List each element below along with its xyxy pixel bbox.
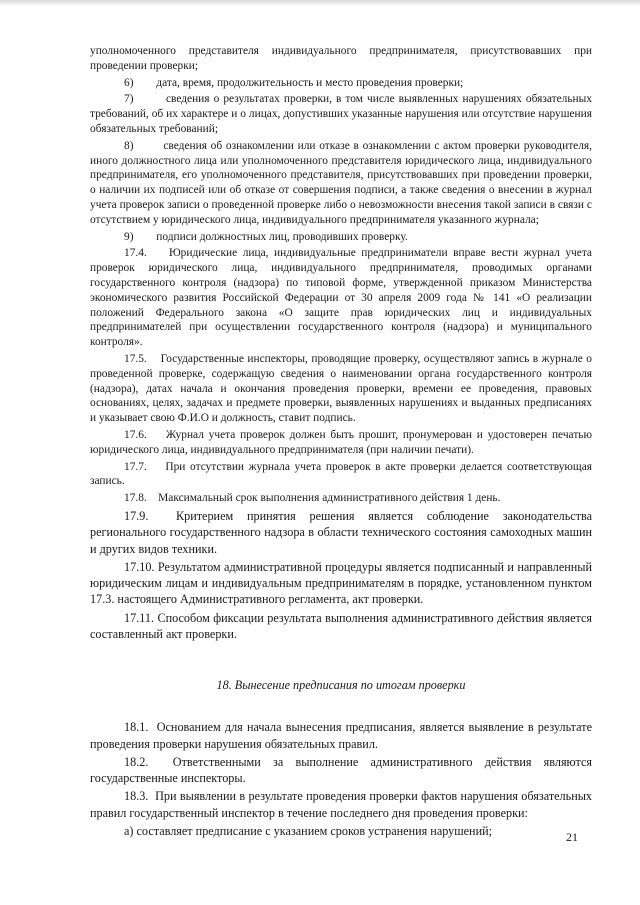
- list-item-9: 9) подписи должностных лиц, проводивших проверку.: [124, 230, 408, 243]
- list-item-7: 7) сведения о результатах проверки, в том числе выявленных нарушениях обязательных требований, об их характере и о лицах, допустивших указанные нарушения или отсутствие нарушения обязательных требований;: [90, 93, 592, 135]
- list-item-8: 8) сведения об ознакомлении или отказе в ознакомлении с актом проверки руководителя, иного должностного лица или уполномоченного представителя юридического лица, индивидуального предпринимателя, его уполномоченного представителя, присутствовавших при проведении проверки, о наличии их подписей или об отказе от совершения подписи, а также сведения о внесении в журнал учета проверок записи о проведенной проверке либо о невозможности внесения такой записи в связи с отсутствием у юридического лица, индивидуального предпринимателя указанного журнала;: [90, 139, 592, 226]
- clause-18-2: 18.2. Ответственными за выполнение административного действия являются государственные инспекторы.: [90, 754, 592, 786]
- list-item-6: 6) дата, время, продолжительность и место проведения проверки;: [124, 76, 464, 89]
- scan-edge: [0, 0, 640, 6]
- subclause-a: а) составляет предписание с указанием сроков устранения нарушений;: [124, 824, 492, 839]
- clause-18-3: 18.3. При выявлении в результате проведения проверки фактов нарушения обязательных правил государственный инспектор в течение последнего дня проведения проверки:: [90, 789, 592, 820]
- clause-17-11: 17.11. Способом фиксации результата выполнения административного действия является составленный акт проверки.: [90, 610, 592, 641]
- clause-17-9: 17.9. Критерием принятия решения является соблюдение законодательства регионального государственного надзора в области технического состояния самоходных машин и других видов техники.: [90, 508, 592, 556]
- clause-17-8: 17.8. Максимальный срок выполнения административного действия 1 день.: [124, 492, 501, 505]
- document-page: [90, 44, 592, 841]
- clause-18-1: 18.1. Основанием для начала вынесения предписания, является выявление в результате проведения проверки нарушения обязательных правил.: [90, 720, 592, 751]
- clause-17-4: 17.4. Юридические лица, индивидуальные предприниматели вправе вести журнал учета проверок юридического лица, индивидуального предпринимателя, проводимых органами государственного контроля (надзора) по типовой форме, утвержденной приказом Министерства экономического развития Российской Федерации от 30 апреля 2009 года № 141 «О реализации положений Федерального закона «О защите прав юридических лиц и индивидуальных предпринимателей при осуществлении государственного контроля (надзора) и муниципального контроля».: [90, 247, 592, 349]
- clause-17-10: 17.10. Результатом административной процедуры является подписанный и направленный юридическим лицам и индивидуальным предпринимателям в порядке, установленном пунктом 17.3. настоящего Административного регламента, акт проверки.: [90, 559, 592, 607]
- paragraph-continuation: уполномоченного представителя индивидуального предпринимателя, присутствовавших при проведении проверки;: [90, 45, 592, 72]
- clause-17-7: 17.7. При отсутствии журнала учета проверок в акте проверки делается соответствующая запись.: [90, 460, 592, 488]
- page-number: 21: [566, 830, 578, 844]
- clause-17-6: 17.6. Журнал учета проверок должен быть прошит, пронумерован и удостоверен печатью юридического лица, индивидуального предпринимателя (при наличии печати).: [90, 428, 592, 456]
- clause-17-5: 17.5. Государственные инспекторы, проводящие проверку, осуществляют запись в журнале о проведенной проверке, содержащую сведения о наименовании органа государственного контроля (надзора), датах начала и окончания проведения проверки, времени ее проведения, правовых основаниях, целях, задачах и предмете проверки, выявленных нарушениях и выданных предписаниях и указывает свою Ф.И.О и должность, ставит подпись.: [90, 352, 592, 425]
- section-heading: 18. Вынесение предписания по итогам проверки: [216, 678, 466, 693]
